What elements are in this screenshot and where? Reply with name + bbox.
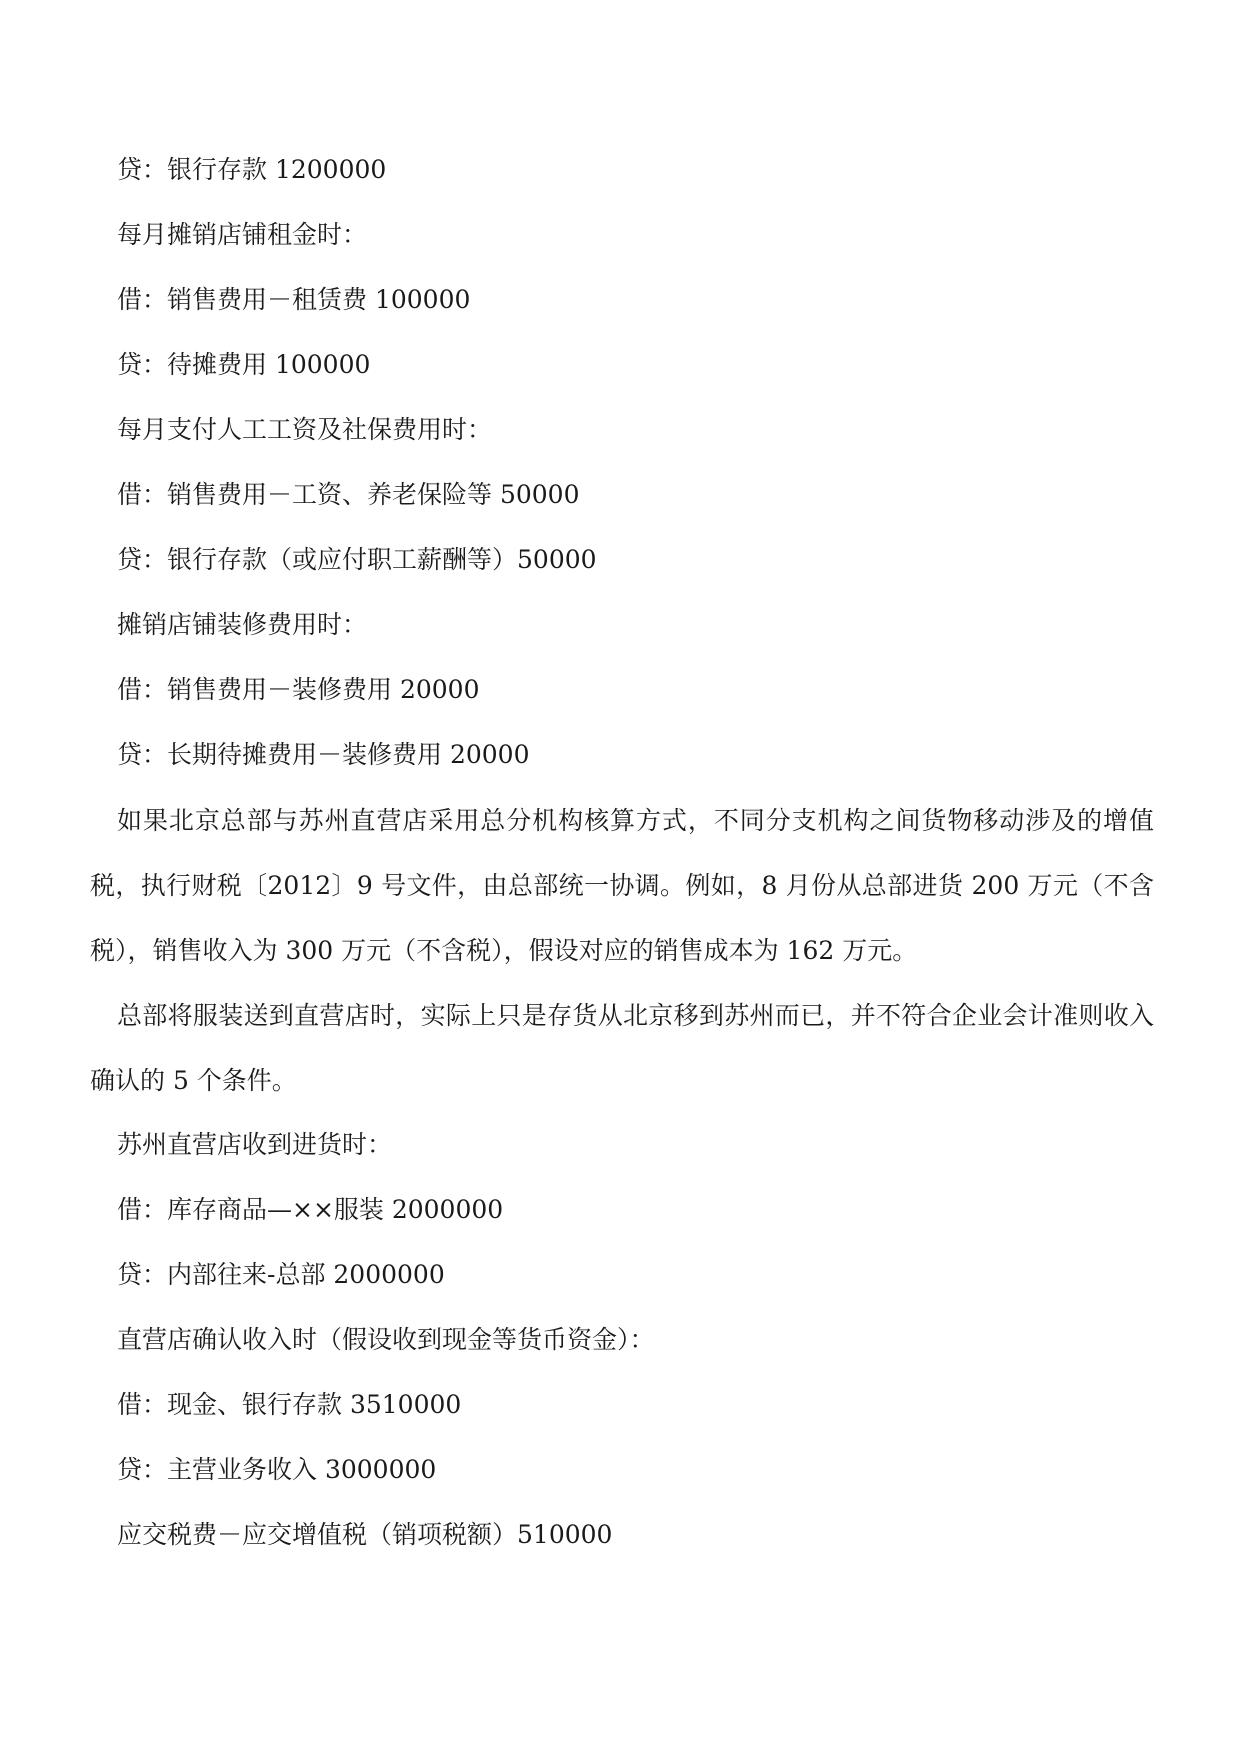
text-line: 贷：长期待摊费用－装修费用 20000 bbox=[117, 740, 530, 769]
paragraph-accounting-method: 如果北京总部与苏州直营店采用总分机构核算方式，不同分支机构之间货物移动涉及的增值税，执行财税〔2012〕9 号文件，由总部统一协调。例如，8 月份从总部进货 200 万元（不含税），销售收入为 300 万元（不含税），假设对应的销售成本为 162 万元。 bbox=[90, 806, 1154, 965]
text-line: 借：销售费用－工资、养老保险等 50000 bbox=[117, 480, 580, 509]
text-line: 借：销售费用－装修费用 20000 bbox=[117, 675, 480, 704]
text-line: 贷：内部往来-总部 2000000 bbox=[117, 1260, 445, 1289]
text-line: 摊销店铺装修费用时： bbox=[117, 610, 368, 639]
text-line: 贷：主营业务收入 3000000 bbox=[117, 1455, 437, 1484]
text-line: 借：库存商品—××服装 2000000 bbox=[117, 1195, 504, 1224]
text-line: 贷：银行存款（或应付职工薪酬等）50000 bbox=[117, 545, 597, 574]
text-line: 贷：待摊费用 100000 bbox=[117, 350, 371, 379]
text-line: 苏州直营店收到进货时： bbox=[117, 1130, 393, 1159]
text-line: 借：销售费用－租赁费 100000 bbox=[117, 285, 471, 314]
text-line: 每月支付人工工资及社保费用时： bbox=[117, 415, 493, 444]
text-line: 直营店确认收入时（假设收到现金等货币资金）： bbox=[117, 1325, 655, 1354]
text-line: 每月摊销店铺租金时： bbox=[117, 220, 368, 249]
text-line: 贷：银行存款 1200000 bbox=[117, 155, 387, 184]
paragraph-revenue-recognition: 总部将服装送到直营店时，实际上只是存货从北京移到苏州而已，并不符合企业会计准则收入确认的 5 个条件。 bbox=[90, 1001, 1154, 1095]
document-body bbox=[90, 154, 1154, 1584]
text-line: 应交税费－应交增值税（销项税额）510000 bbox=[117, 1520, 613, 1549]
text-line: 借：现金、银行存款 3510000 bbox=[117, 1390, 462, 1419]
